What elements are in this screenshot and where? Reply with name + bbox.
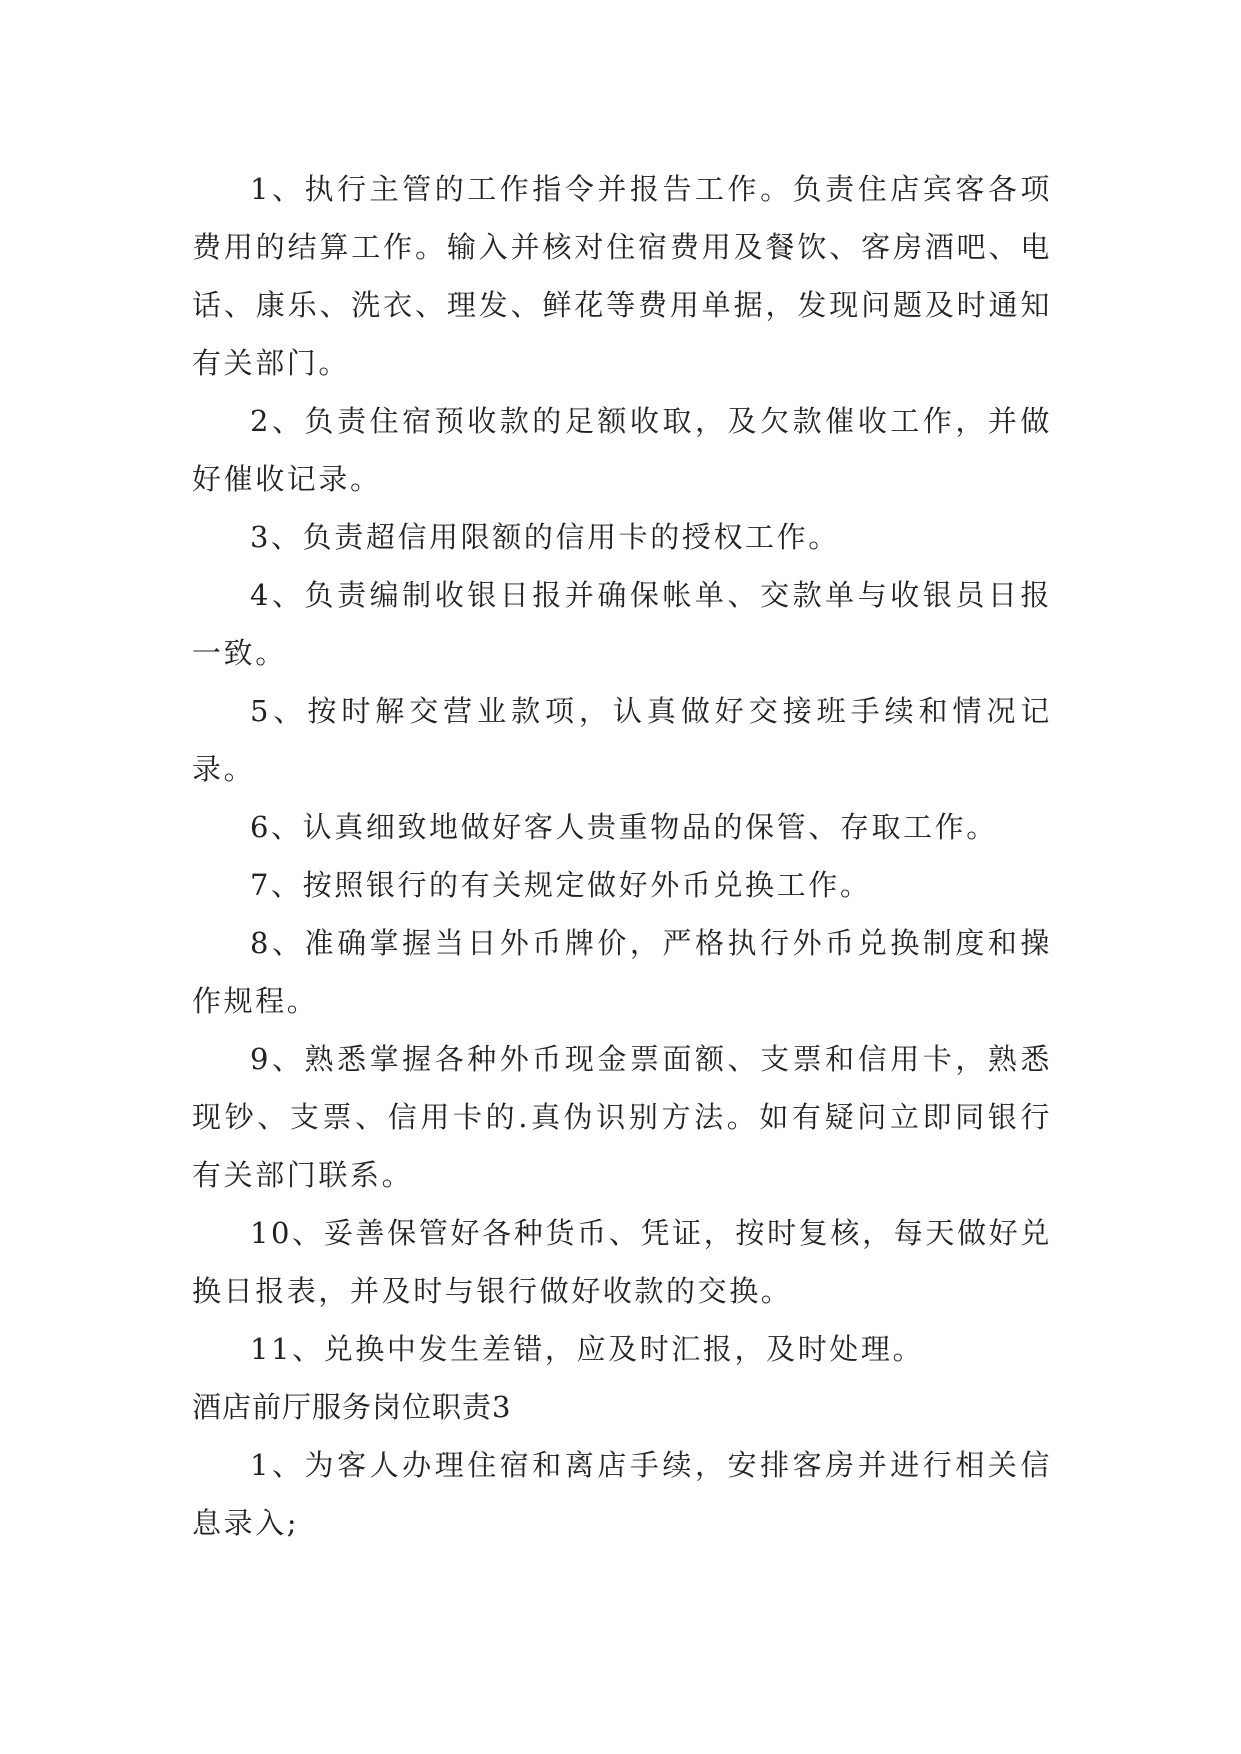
paragraph-item-9: 9、熟悉掌握各种外币现金票面额、支票和信用卡，熟悉现钞、支票、信用卡的.真伪识别方法。如有疑问立即同银行有关部门联系。 — [192, 1042, 1052, 1192]
section-heading: 酒店前厅服务岗位职责3 — [192, 1390, 512, 1424]
paragraph-item-6: 6、认真细致地做好客人贵重物品的保管、存取工作。 — [250, 810, 998, 844]
document-body — [192, 160, 1052, 1552]
paragraph-item-8: 8、准确掌握当日外币牌价，严格执行外币兑换制度和操作规程。 — [192, 926, 1052, 1018]
paragraph-item-7: 7、按照银行的有关规定做好外币兑换工作。 — [250, 868, 872, 902]
paragraph-item-2: 2、负责住宿预收款的足额收取，及欠款催收工作，并做好催收记录。 — [192, 404, 1052, 496]
paragraph-item-4: 4、负责编制收银日报并确保帐单、交款单与收银员日报一致。 — [192, 578, 1052, 670]
paragraph-item-11: 11、兑换中发生差错，应及时汇报，及时处理。 — [250, 1332, 925, 1366]
paragraph-item-5: 5、按时解交营业款项，认真做好交接班手续和情况记录。 — [192, 694, 1052, 786]
paragraph-item-section3-1: 1、为客人办理住宿和离店手续，安排客房并进行相关信息录入; — [192, 1448, 1052, 1540]
paragraph-item-3: 3、负责超信用限额的信用卡的授权工作。 — [250, 520, 840, 554]
paragraph-item-1: 1、执行主管的工作指令并报告工作。负责住店宾客各项费用的结算工作。输入并核对住宿费用及餐饮、客房酒吧、电话、康乐、洗衣、理发、鲜花等费用单据，发现问题及时通知有关部门。 — [192, 172, 1052, 380]
paragraph-item-10: 10、妥善保管好各种货币、凭证，按时复核，每天做好兑换日报表，并及时与银行做好收款的交换。 — [192, 1216, 1052, 1308]
